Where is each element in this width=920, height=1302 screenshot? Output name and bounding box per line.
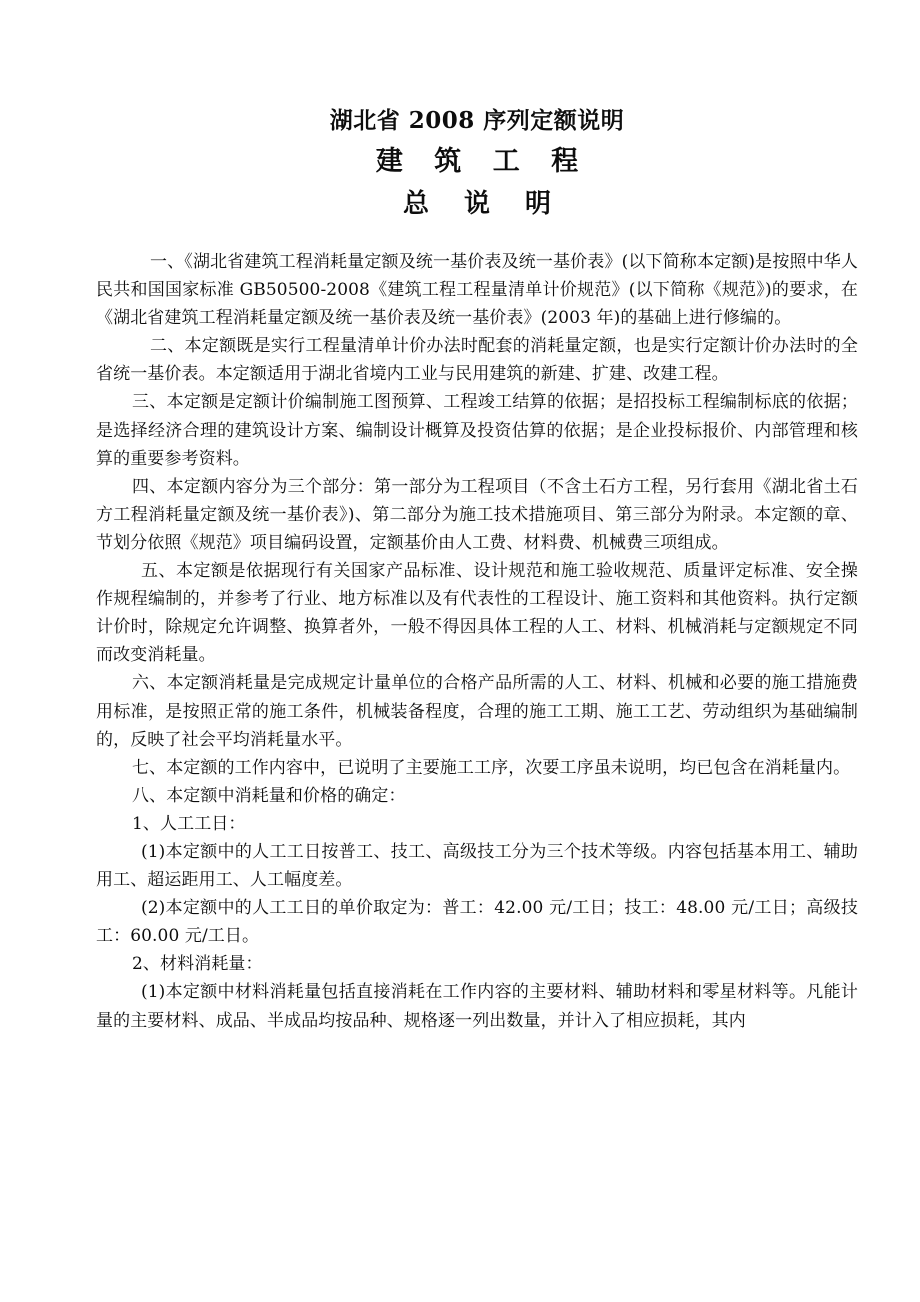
document-subtitle: 建 筑 工 程 bbox=[375, 146, 590, 177]
paragraph-item-7: 七、本定额的工作内容中，已说明了主要施工工序，次要工序虽未说明，均已包含在消耗量内。 bbox=[132, 757, 851, 778]
paragraph-item-5: 五、本定额是依据现行有关国家产品标准、设计规范和施工验收规范、质量评定标准、安全操作规程编制的，并参考了行业、地方标准以及有代表性的工程设计、施工资料和其他资料。执行定额计价时，除规定允许调整、换算者外，一般不得因具体工程的人工、材料、机械消耗与定额规定不同而改变消耗量。 bbox=[96, 561, 858, 666]
paragraph-item-8-1: 1、人工工日： bbox=[132, 813, 246, 834]
paragraph-item-3: 三、本定额是定额计价编制施工图预算、工程竣工结算的依据；是招投标工程编制标底的依据；是选择经济合理的建筑设计方案、编制设计概算及投资估算的依据；是企业投标报价、内部管理和核算的重要参考资料。 bbox=[96, 392, 858, 469]
paragraph-item-8-1-2: (2)本定额中的人工工日的单价取定为：普工：42.00 元/工日；技工：48.00 元/工日；高级技工：60.00 元/工日。 bbox=[96, 898, 858, 947]
paragraph-item-8-2: 2、材料消耗量： bbox=[132, 954, 263, 975]
paragraph-item-4: 四、本定额内容分为三个部分：第一部分为工程项目（不含土石方工程，另行套用《湖北省土石方工程消耗量定额及统一基价表》)、第二部分为施工技术措施项目、第三部分为附录。本定额的章、节划分依照《规范》项目编码设置，定额基价由人工费、材料费、机械费三项组成。 bbox=[96, 476, 858, 553]
section-title: 总 说 明 bbox=[402, 189, 565, 219]
paragraph-item-1: 一、《湖北省建筑工程消耗量定额及统一基价表及统一基价表》(以下简称本定额)是按照中华人民共和国国家标准 GB50500-2008《建筑工程工程量清单计价规范》(以下简称《规范》)的要求，在《湖北省建筑工程消耗量定额及统一基价表及统一基价表》(2003 年)的基础上进行修编的。 bbox=[96, 252, 858, 329]
page-content bbox=[96, 104, 858, 1035]
paragraph-item-8: 八、本定额中消耗量和价格的确定： bbox=[132, 785, 406, 806]
paragraph-item-6: 六、本定额消耗量是完成规定计量单位的合格产品所需的人工、材料、机械和必要的施工措施费用标准，是按照正常的施工条件，机械装备程度，合理的施工工期、施工工艺、劳动组织为基础编制的，反映了社会平均消耗量水平。 bbox=[96, 673, 858, 750]
paragraph-item-8-2-1: (1)本定额中材料消耗量包括直接消耗在工作内容的主要材料、辅助材料和零星材料等。凡能计量的主要材料、成品、半成品均按品种、规格逐一列出数量，并计入了相应损耗，其内 bbox=[96, 982, 858, 1031]
paragraph-item-8-1-1: (1)本定额中的人工工日按普工、技工、高级技工分为三个技术等级。内容包括基本用工、辅助用工、超运距用工、人工幅度差。 bbox=[96, 841, 858, 891]
paragraph-item-2: 二、本定额既是实行工程量清单计价办法时配套的消耗量定额，也是实行定额计价办法时的全省统一基价表。本定额适用于湖北省境内工业与民用建筑的新建、扩建、改建工程。 bbox=[96, 336, 858, 385]
page-title: 湖北省 2008 序列定额说明 bbox=[329, 107, 625, 134]
body-text bbox=[96, 248, 858, 1035]
